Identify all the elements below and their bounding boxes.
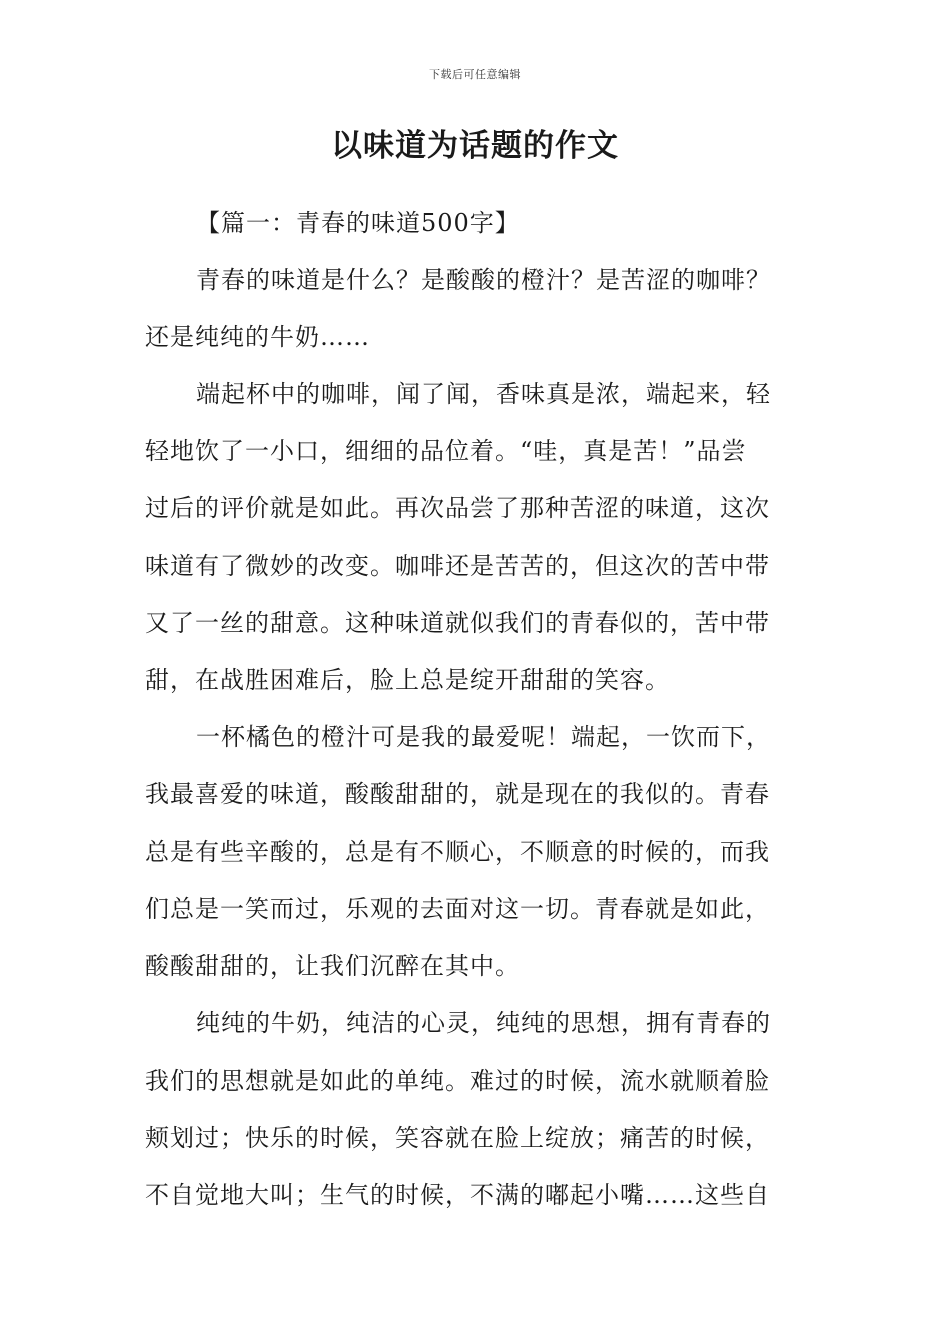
- paragraph-2-line-1: 端起杯中的咖啡，闻了闻，香味真是浓，端起来，轻: [196, 380, 771, 408]
- page-header-note: 下载后可任意编辑: [429, 68, 521, 81]
- paragraph-2-line-4: 味道有了微妙的改变。咖啡还是苦苦的，但这次的苦中带: [145, 552, 770, 580]
- paragraph-4-line-3: 颊划过；快乐的时候，笑容就在脸上绽放；痛苦的时候，: [145, 1124, 770, 1152]
- section-heading: 【篇一：青春的味道500字】: [196, 209, 520, 237]
- paragraph-4-line-2: 我们的思想就是如此的单纯。难过的时候，流水就顺着脸: [145, 1067, 770, 1095]
- paragraph-1-line-2: 还是纯纯的牛奶……: [145, 323, 370, 351]
- paragraph-3-line-2: 我最喜爱的味道，酸酸甜甜的，就是现在的我似的。青春: [145, 780, 770, 808]
- paragraph-3-line-1: 一杯橘色的橙汁可是我的最爱呢！端起，一饮而下，: [196, 723, 771, 751]
- paragraph-4-line-4: 不自觉地大叫；生气的时候，不满的嘟起小嘴……这些自: [145, 1181, 770, 1209]
- paragraph-2-line-6: 甜，在战胜困难后，脸上总是绽开甜甜的笑容。: [145, 666, 670, 694]
- paragraph-3-line-5: 酸酸甜甜的，让我们沉醉在其中。: [145, 952, 520, 980]
- paragraph-2-line-2: 轻地饮了一小口，细细的品位着。“哇，真是苦！”品尝: [145, 437, 747, 465]
- paragraph-3-line-3: 总是有些辛酸的，总是有不顺心，不顺意的时候的，而我: [145, 838, 770, 866]
- document-title: 以味道为话题的作文: [331, 128, 619, 164]
- paragraph-2-line-5: 又了一丝的甜意。这种味道就似我们的青春似的，苦中带: [145, 609, 770, 637]
- paragraph-1-line-1: 青春的味道是什么？是酸酸的橙汁？是苦涩的咖啡？: [196, 266, 771, 294]
- paragraph-2-line-3: 过后的评价就是如此。再次品尝了那种苦涩的味道，这次: [145, 494, 770, 522]
- paragraph-4-line-1: 纯纯的牛奶，纯洁的心灵，纯纯的思想，拥有青春的: [196, 1009, 771, 1037]
- paragraph-3-line-4: 们总是一笑而过，乐观的去面对这一切。青春就是如此，: [145, 895, 770, 923]
